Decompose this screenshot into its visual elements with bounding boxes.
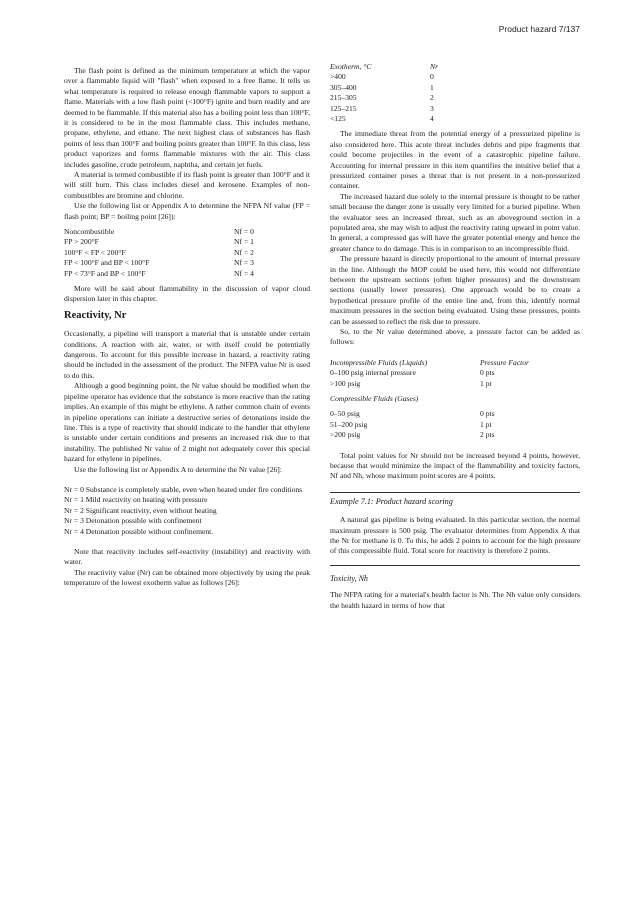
- nf-val: Nf = 0: [234, 227, 254, 237]
- exotherm-range: 215–305: [330, 93, 357, 103]
- flash-point-paragraph: The flash point is defined as the minimum temperature at which the vapor over a flammable liquid will "flash" when exposed to a free flame. It tells us what temperature is required to release enough flammable vapors to support a flame. Materials with a low flash point (<100°F) ignite and burn readily and are deemed to be flammable. If this material also has a boiling point less than 100°F, it is considered to be in the most flammable class. This includes methane, propane, ethylene, and ethane. The next highest class of substances has flash points of less than 100°F and boiling points greater than 100°F. In this class, less product vaporizes and forms flammable mixtures with the air. This class includes gasoline, crude petroleum, naphtha, and certain jet fuels.: [64, 66, 310, 169]
- nr-list-item: Nr = 2 Significant reactivity, even without heating: [64, 505, 217, 515]
- pressure-points: 1 pt: [480, 419, 492, 429]
- nf-cond: FP < 73°F and BP < 100°F: [64, 268, 146, 278]
- left-column: [64, 66, 310, 589]
- combustible-paragraph: A material is termed combustible if its flash point is greater than 100°F and it will still burn. This class includes diesel and kerosene. Examples of non-combustibles are bromine and chlorine.: [64, 170, 310, 200]
- pressure-range: >100 psig: [330, 378, 361, 388]
- total-points-paragraph: Total point values for Nr should not be increased beyond 4 points, however, because that would minimize the impact of the flammability and toxicity factors, Nf and Nh, whose maximum point scores are 4 points.: [330, 450, 580, 481]
- nf-cond: FP > 200°F: [64, 237, 99, 247]
- pressure-points: 2 pts: [480, 430, 495, 440]
- nf-cond: 100°F < FP < 200°F: [64, 247, 126, 257]
- pressure-range: 0–50 psig: [330, 409, 360, 419]
- immediate-threat-paragraph: The immediate threat from the potential energy of a pressurized pipeline is also considered here. This acute threat includes debris and pipe fragments that could become projectiles in the event of a catastrophic pipeline failure. Accounting for internal pressure in this item quantifies the intuitive belief that a pressurized container poses a threat that is not present in a non-pressurized container.: [330, 129, 580, 191]
- note-paragraph: Note that reactivity includes self-reactivity (instability) and reactivity with water.: [64, 546, 310, 567]
- nf-table: [64, 227, 310, 279]
- exotherm-header: Exotherm, °C: [330, 62, 372, 71]
- nf-val: Nf = 1: [234, 237, 254, 247]
- nr-list-item: Nr = 1 Mild reactivity on heating with pressure: [64, 495, 208, 505]
- liquids-header: Incompressible Fluids (Liquids): [330, 357, 428, 367]
- example-title: Example 7.1: Product hazard scoring: [330, 496, 453, 506]
- exotherm-table: [330, 62, 580, 124]
- exotherm-range: >400: [330, 72, 346, 82]
- nr-list: [64, 485, 310, 537]
- increased-hazard-paragraph: The increased hazard due solely to the internal pressure is thought to be rather small because the danger zone is usually very limited for a buried pipeline. When the evaluator sees an increased threat, such as an aboveground section in a populated area, she may wish to adjust the reactivity rating upward in point value. In general, a compressed gas will have the greater potential energy and hence the greater chance to do damage. This is in comparison to an incompressible fluid.: [330, 191, 580, 253]
- toxicity-heading: Toxicity, Nh: [330, 573, 368, 583]
- example-box: [330, 492, 580, 566]
- nf-val: Nf = 2: [234, 247, 254, 257]
- nf-cond: FP < 100°F and BP < 100°F: [64, 258, 150, 268]
- exotherm-nr: 4: [430, 113, 434, 123]
- peak-temperature-paragraph: The reactivity value (Nr) can be obtained more objectively by using the peak temperature of the lowest exotherm value as follows [26]:: [64, 567, 310, 588]
- exotherm-nr: 2: [430, 93, 434, 103]
- nf-val: Nf = 4: [234, 268, 254, 278]
- reactivity-paragraph-2: Although a good beginning point, the Nr value should be modified when the pipeline operator has evidence that the substance is more reactive than the rating implies. An example of this might be ethylene. A rather common chain of events in pipeline operations can initiate a destructive series of detonations inside the line. This is a type of reactivity that should indicate to the handler that ethylene is unstable under certain conditions and presents an increased risk due to that instability. The published Nr value of 2 might not adequately cover this special hazard for ethylene in pipelines.: [64, 381, 310, 464]
- nr-list-item: Nr = 3 Detonation possible with confinement: [64, 516, 202, 526]
- nf-val: Nf = 3: [234, 258, 254, 268]
- reactivity-heading: Reactivity, Nr: [64, 309, 127, 321]
- exotherm-nr: 3: [430, 103, 434, 113]
- nr-list-item: Nr = 4 Detonation possible without confinement.: [64, 526, 214, 536]
- exotherm-nr: 0: [430, 72, 434, 82]
- exotherm-nr: 1: [430, 82, 434, 92]
- pressure-points: 1 pt: [480, 378, 492, 388]
- example-paragraph: A natural gas pipeline is being evaluated. In this particular section, the normal maximum pressure is 500 psig. The evaluator determines from Appendix A that the Nr for methane is 0. To this, he adds 2 points to account for the high pressure of this compressible fluid. Total score for reactivity is therefore 2 points.: [330, 515, 580, 556]
- exotherm-range: <125: [330, 113, 346, 123]
- use-list-paragraph: Use the following list or Appendix A to determine the NFPA Nf value (FP = flash point; BP = boiling point [26]):: [64, 201, 310, 221]
- toxicity-paragraph: The NFPA rating for a material's health factor is Nh. The Nh value only considers the health hazard in terms of how that: [330, 590, 580, 610]
- more-paragraph: More will be said about flammability in the discussion of vapor cloud dispersion later in this chapter.: [64, 284, 310, 304]
- pressure-proportional-paragraph: The pressure hazard is directly proportional to the amount of internal pressure in the line. Although the MOP could be used here, this would not differentiate between the upstream sections (often higher pressures) and the downstream sections (usually lower pressures). One approach would be to create a hypothetical pressure profile of the entire line and, from this, identify normal maximum pressures in the section being evaluated. Using these pressures, points can be assessed to reflect the risk due to pressure.: [330, 254, 580, 326]
- exotherm-range: 125–215: [330, 103, 357, 113]
- gases-header: Compressible Fluids (Gases): [330, 394, 419, 404]
- nf-cond: Noncombustible: [64, 227, 115, 237]
- exotherm-range: 305–400: [330, 82, 357, 92]
- pressure-points: 0 pts: [480, 368, 495, 378]
- pressure-factor-header: Pressure Factor: [480, 357, 529, 367]
- reactivity-paragraph-3: Use the following list or Appendix A to determine the Nr value [26]:: [74, 464, 282, 474]
- nr-header: Nr: [430, 62, 439, 71]
- pressure-points: 0 pts: [480, 409, 495, 419]
- pressure-range: 0–100 psig internal pressure: [330, 368, 416, 378]
- right-column: [330, 62, 580, 611]
- pressure-factor-intro: So, to the Nr value determined above, a pressure factor can be added as follows:: [330, 327, 580, 347]
- pressure-range: 51–200 psig: [330, 419, 368, 429]
- running-head: Product hazard 7/137: [498, 24, 580, 34]
- reactivity-paragraph-1: Occasionally, a pipeline will transport a material that is unstable under certain conditions. A reaction with air, water, or with itself could be potentially dangerous. To account for this possible increase in hazard, a reactivity rating should be included in the assessment of the product. The NFPA value Nr is used to do this.: [64, 329, 310, 380]
- pressure-factor-table: [330, 358, 580, 441]
- nr-list-item: Nr = 0 Substance is completely stable, even when heated under fire conditions: [64, 484, 303, 494]
- pressure-range: >200 psig: [330, 430, 361, 440]
